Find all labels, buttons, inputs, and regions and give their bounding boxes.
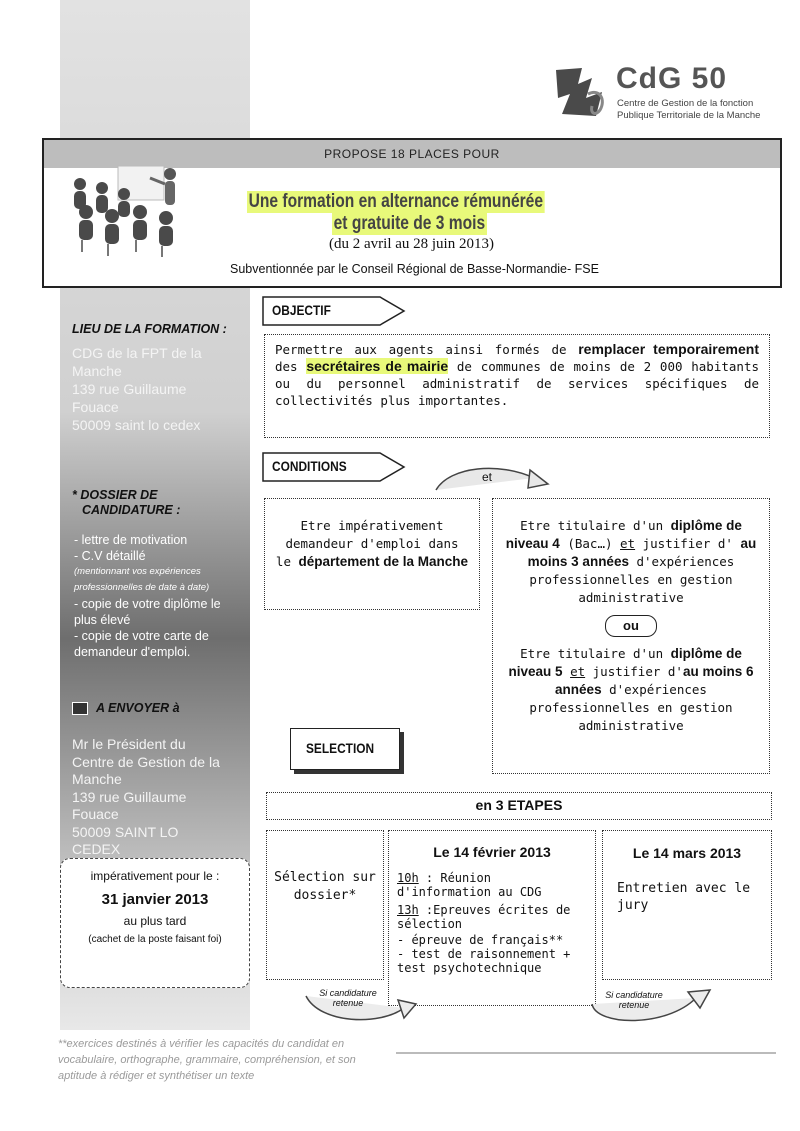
logo-subtitle-2: Publique Territoriale de la Manche [617,110,761,121]
lieu-line: Manche [72,363,122,379]
list-item: - copie de votre carte de demandeur d'emploi. [74,629,209,659]
envoyer-line: Mr le Président du [72,736,186,752]
condition-bold: diplôme de niveau 5 [508,646,742,679]
deadline-intro: impérativement pour le : [90,869,220,883]
step-1-box [266,830,384,980]
envoyer-line: Manche [72,771,122,787]
condition-option-b [505,645,757,735]
header-title-line-2: et gratuite de 3 mois [333,213,486,234]
lieu-address [72,344,252,434]
step-3-box [602,830,772,980]
condition-text [563,664,571,679]
condition-bold: au moins 3 années [527,536,757,569]
condition-text: Etre titulaire d'un [520,518,671,533]
step-2-time: 10h [397,871,419,885]
header-band-text: PROPOSE 18 PLACES POUR [324,147,500,161]
dossier-list [74,532,246,660]
objectif-box [264,334,770,438]
footnote: **exercices destinés à vérifier les capacités du candidat en vocabulaire, orthographe, grammaire, compréhension, et son aptitude à rédiger et synthétiser un texte [58,1038,356,1082]
step-2-item [389,901,595,933]
list-item: - lettre de motivation [74,533,188,547]
objectif-text: des [275,359,307,374]
dossier-heading-1: * DOSSIER DE [72,488,158,502]
envoyer-line: Fouace [72,806,119,822]
lieu-line: Fouace [72,399,119,415]
condition-bold: département de la Manche [298,554,469,569]
dossier-heading-2: CANDIDATURE : [82,503,181,517]
objectif-text: de communes de moins de 2 000 habitants ou du personnel administratif de services spécifiques de collectivités plus importantes. [275,359,759,408]
condition-text: Etre impérativement demandeur d'emploi dans le [275,518,459,569]
step-2-text: - test de raisonnement + test psychotechnique [397,947,571,975]
condition-text: justifier d' [585,664,683,679]
condition-text: Etre titulaire d'un [520,646,671,661]
header-title-line-1: Une formation en alternance rémunérée [248,191,544,212]
list-item: - copie de votre diplôme le plus élevé [74,597,221,627]
step-2-box [388,830,596,1006]
header-dates: (du 2 avril au 28 juin 2013) [329,236,494,252]
condition-text: (Bac…) [559,536,621,551]
conditions-label: CONDITIONS [272,458,347,474]
condition-option-a [505,517,757,607]
step-2-text: - épreuve de français** [397,933,564,947]
objectif-bold: remplacer temporairement [578,341,759,357]
condition-left-box [264,498,480,610]
divider-line [396,1052,776,1054]
envoyer-heading: A ENVOYER à [96,701,180,715]
step-2-text: :Epreuves écrites de sélection [397,903,571,931]
envoyer-line: CEDEX [72,841,121,857]
step-2-text: : Réunion d'information au CDG [397,871,542,899]
condition-underline: et [570,664,586,679]
step-3-heading: Le 14 mars 2013 [632,845,742,861]
retenue-label-2: Si candidature retenue [605,990,663,1010]
ou-badge: ou [605,615,657,637]
retenue-label-1: Si candidature retenue [319,988,377,1008]
cdg-logo-icon [552,64,610,120]
condition-text: justifier d' [635,536,741,551]
deadline-box [60,858,250,988]
objectif-highlight: secrétaires de mairie [306,358,449,374]
logo-title: CdG 50 [616,62,728,95]
dossier-note: (mentionnant vos expériences professionnelles de date à date) [74,566,210,593]
envoyer-line: 50009 SAINT LO [72,823,179,840]
step-2-heading: Le 14 février 2013 [433,844,551,860]
envoyer-line: Centre de Gestion de la [72,753,220,770]
deadline-date: 31 janvier 2013 [101,891,209,908]
deadline-late: au plus tard [123,914,187,928]
etapes-label: en 3 ETAPES [475,797,563,813]
lieu-line: CDG de la FPT de la [72,345,202,361]
step-3-text: Entretien avec le jury [617,881,751,913]
lieu-line: 139 rue Guillaume [72,381,187,397]
logo-subtitle-1: Centre de Gestion de la fonction [617,98,754,109]
lieu-heading: LIEU DE LA FORMATION : [72,322,227,336]
audience-illustration [66,160,202,258]
condition-text: d'expériences professionnelles en gestion administrative [529,682,733,733]
condition-right-box [492,498,770,774]
step-1-text: Sélection sur dossier* [274,870,376,903]
deadline-note: (cachet de la poste faisant foi) [88,934,222,945]
envoyer-address [72,736,252,859]
et-label: et [482,470,493,484]
mail-icon [72,702,88,715]
objectif-text: Permettre aux agents ainsi formés de [275,342,579,357]
condition-bold: au moins 6 années [555,664,754,697]
step-2-time: 13h [397,903,419,917]
condition-underline: et [620,536,636,551]
condition-text: d'expériences professionnelles en gestion administrative [529,554,735,605]
objectif-label: OBJECTIF [272,302,331,318]
selection-label: SELECTION [306,740,375,756]
header-subsidy: Subventionnée par le Conseil Régional de Basse-Normandie- FSE [230,262,599,276]
condition-bold: diplôme de niveau 4 [505,518,742,551]
envoyer-line: 139 rue Guillaume [72,788,187,805]
lieu-line: 50009 saint lo cedex [72,417,201,433]
step-2-item [389,869,595,901]
list-item: - C.V détaillé [74,549,146,563]
